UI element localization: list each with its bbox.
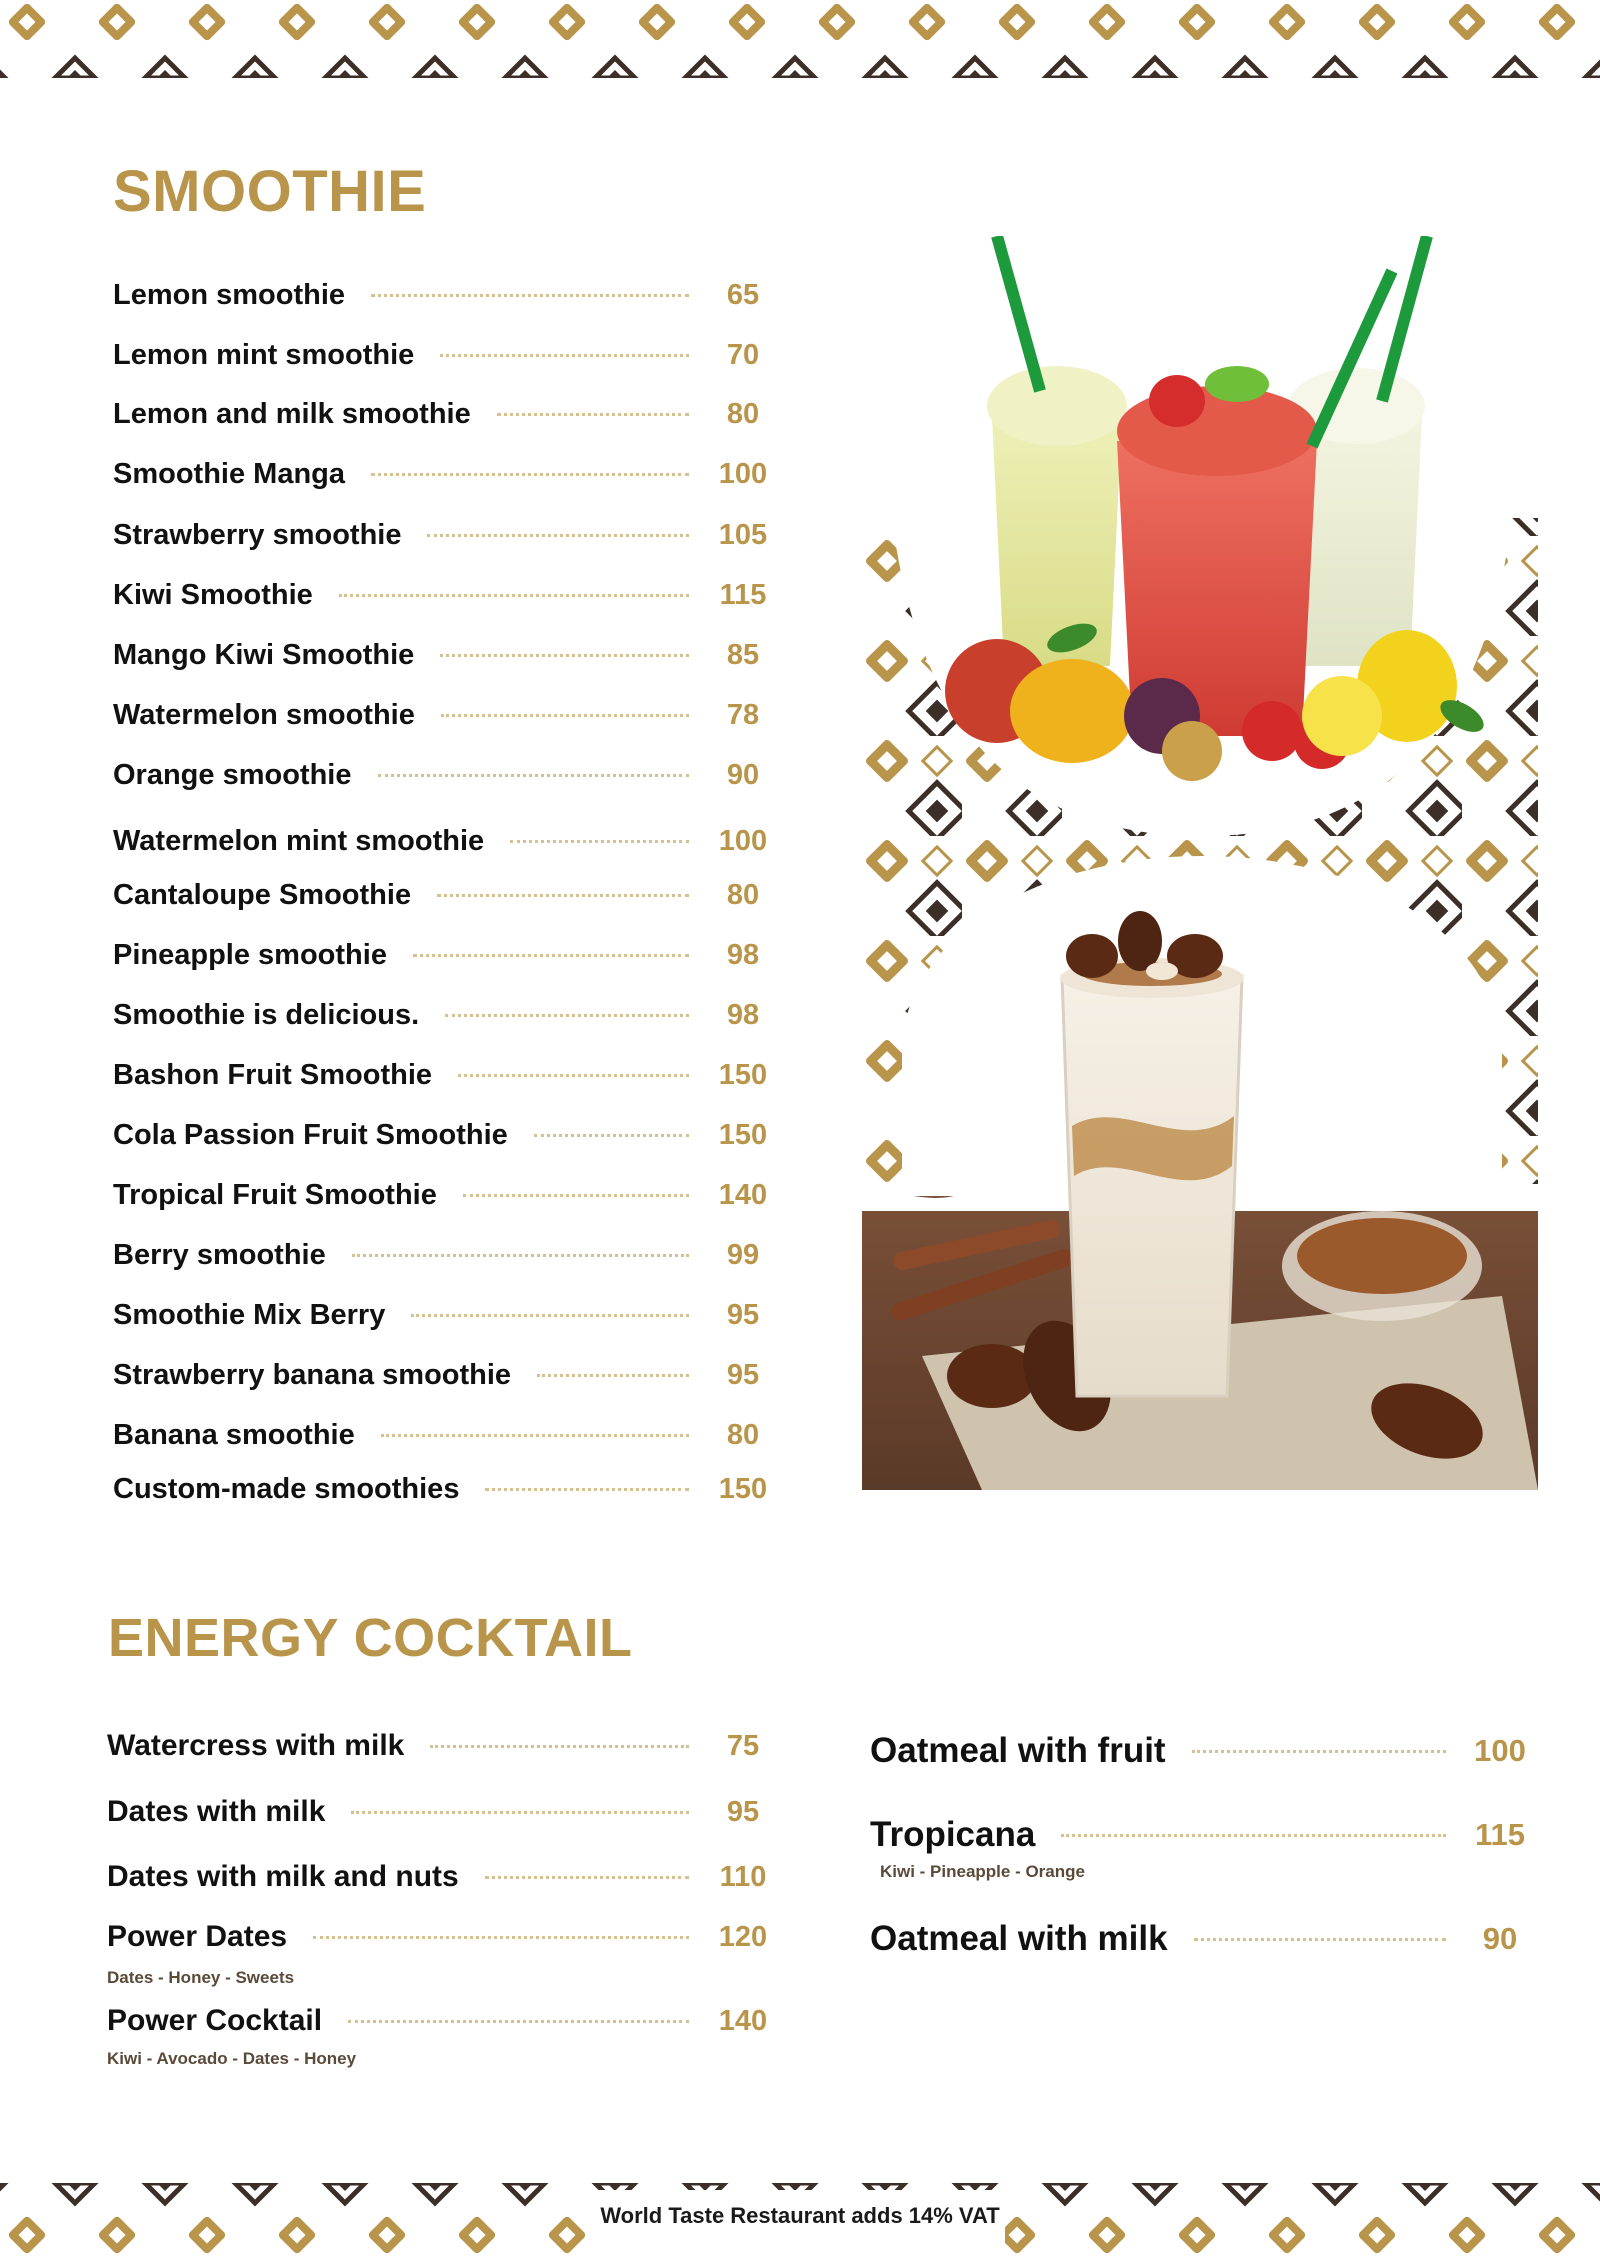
item-name: Dates with milk and nuts (107, 1860, 459, 1893)
item-name: Tropicana (870, 1815, 1036, 1854)
item-name: Watermelon smoothie (113, 698, 415, 731)
leader-dots (485, 1876, 689, 1879)
leader-dots (510, 840, 689, 843)
item-name: Cola Passion Fruit Smoothie (113, 1118, 508, 1151)
item-price: 65 (726, 278, 760, 311)
item-name: Berry smoothie (113, 1238, 326, 1271)
menu-item (870, 1814, 1540, 1856)
menu-item (113, 1054, 783, 1096)
item-name: Dates with milk (107, 1795, 326, 1828)
item-price: 90 (1482, 1921, 1518, 1956)
energy-section-title: ENERGY COCKTAIL (108, 1608, 633, 1668)
leader-dots (411, 1314, 689, 1317)
leader-dots (381, 1434, 689, 1437)
menu-item (113, 453, 783, 495)
smoothie-section-title: SMOOTHIE (113, 159, 427, 224)
leader-dots (445, 1014, 689, 1017)
item-price: 70 (726, 338, 760, 371)
item-description: Kiwi - Avocado - Dates - Honey (107, 2049, 357, 2068)
item-price: 85 (726, 638, 760, 671)
leader-dots (427, 534, 689, 537)
item-price: 98 (726, 998, 760, 1031)
item-price: 115 (1474, 1817, 1525, 1852)
item-name: Smoothie Mix Berry (113, 1298, 386, 1331)
item-price: 100 (718, 457, 768, 490)
item-price: 75 (726, 1729, 760, 1762)
item-name: Lemon smoothie (113, 278, 346, 311)
menu-item (113, 1294, 783, 1336)
top-pattern-band (0, 0, 1600, 78)
leader-dots (1061, 1834, 1446, 1837)
leader-dots (1194, 1938, 1446, 1941)
leader-dots (371, 473, 689, 476)
item-price: 105 (718, 518, 768, 551)
leader-dots (441, 714, 689, 717)
item-price: 150 (718, 1058, 768, 1091)
item-price: 95 (726, 1358, 760, 1391)
vat-note: World Taste Restaurant adds 14% VAT (600, 2203, 1000, 2228)
menu-item (113, 393, 783, 435)
item-price: 115 (719, 578, 767, 611)
item-name: Bashon Fruit Smoothie (113, 1058, 432, 1091)
leader-dots (537, 1374, 689, 1377)
menu-item (113, 874, 783, 916)
leader-dots (440, 654, 689, 657)
item-name: Smoothie is delicious. (113, 998, 420, 1031)
item-price: 100 (718, 824, 768, 857)
menu-item (107, 2000, 783, 2042)
menu-item (113, 1354, 783, 1396)
menu-item (870, 1918, 1540, 1960)
menu-item (113, 694, 783, 736)
item-price: 150 (718, 1472, 768, 1505)
menu-item (113, 994, 783, 1036)
leader-dots (463, 1194, 689, 1197)
leader-dots (378, 774, 690, 777)
menu-item (107, 1725, 783, 1767)
leader-dots (1192, 1750, 1446, 1753)
item-price: 150 (718, 1118, 768, 1151)
item-price: 95 (726, 1795, 760, 1828)
smoothie-photo-panel (862, 236, 1538, 1490)
item-description: Dates - Honey - Sweets (107, 1968, 295, 1987)
item-name: Lemon mint smoothie (113, 338, 415, 371)
item-name: Custom-made smoothies (113, 1472, 460, 1505)
item-name: Kiwi Smoothie (113, 578, 313, 611)
item-price: 78 (726, 698, 760, 731)
leader-dots (339, 594, 689, 597)
leader-dots (497, 413, 689, 416)
leader-dots (371, 294, 689, 297)
leader-dots (352, 1254, 689, 1257)
item-price: 95 (726, 1298, 760, 1331)
leader-dots (313, 1936, 689, 1939)
item-name: Watercress with milk (107, 1729, 405, 1762)
menu-item (113, 1114, 783, 1156)
item-name: Orange smoothie (113, 758, 352, 791)
leader-dots (413, 954, 689, 957)
item-name: Pineapple smoothie (113, 938, 387, 971)
item-price: 140 (718, 1178, 768, 1211)
item-name: Watermelon mint smoothie (113, 824, 485, 857)
item-price: 80 (726, 878, 760, 911)
item-name: Oatmeal with milk (870, 1919, 1168, 1958)
item-price: 98 (726, 938, 760, 971)
menu-item (113, 514, 783, 556)
leader-dots (348, 2020, 689, 2023)
item-description: Kiwi - Pineapple - Orange (880, 1862, 1085, 1881)
menu-item (107, 1916, 783, 1958)
leader-dots (458, 1074, 689, 1077)
menu-item (113, 574, 783, 616)
leader-dots (430, 1745, 689, 1748)
item-name: Smoothie Manga (113, 457, 346, 490)
item-name: Tropical Fruit Smoothie (113, 1178, 437, 1211)
item-name: Power Cocktail (107, 2004, 323, 2037)
item-price: 110 (719, 1860, 767, 1893)
item-price: 100 (1474, 1733, 1526, 1768)
menu-item (113, 754, 783, 796)
menu-item (113, 1468, 783, 1510)
menu-item (107, 1856, 783, 1898)
menu-item (113, 820, 783, 862)
menu-item (113, 1414, 783, 1456)
item-name: Cantaloupe Smoothie (113, 878, 412, 911)
leader-dots (534, 1134, 689, 1137)
item-price: 99 (726, 1238, 760, 1271)
item-price: 140 (718, 2004, 768, 2037)
item-price: 90 (726, 758, 760, 791)
item-price: 80 (726, 397, 760, 430)
menu-item (113, 934, 783, 976)
menu-item (113, 334, 783, 376)
leader-dots (485, 1488, 689, 1491)
menu-item (113, 634, 783, 676)
item-price: 80 (726, 1418, 760, 1451)
leader-dots (440, 354, 689, 357)
menu-item (107, 1791, 783, 1833)
item-name: Oatmeal with fruit (870, 1731, 1166, 1770)
menu-item (113, 1174, 783, 1216)
item-name: Lemon and milk smoothie (113, 397, 471, 430)
item-name: Banana smoothie (113, 1418, 355, 1451)
leader-dots (351, 1811, 689, 1814)
menu-item (870, 1730, 1540, 1772)
item-name: Strawberry smoothie (113, 518, 402, 551)
menu-item (113, 274, 783, 316)
leader-dots (437, 894, 689, 897)
item-name: Mango Kiwi Smoothie (113, 638, 415, 671)
item-name: Power Dates (107, 1920, 288, 1953)
menu-item (113, 1234, 783, 1276)
item-name: Strawberry banana smoothie (113, 1358, 512, 1391)
item-price: 120 (718, 1920, 768, 1953)
